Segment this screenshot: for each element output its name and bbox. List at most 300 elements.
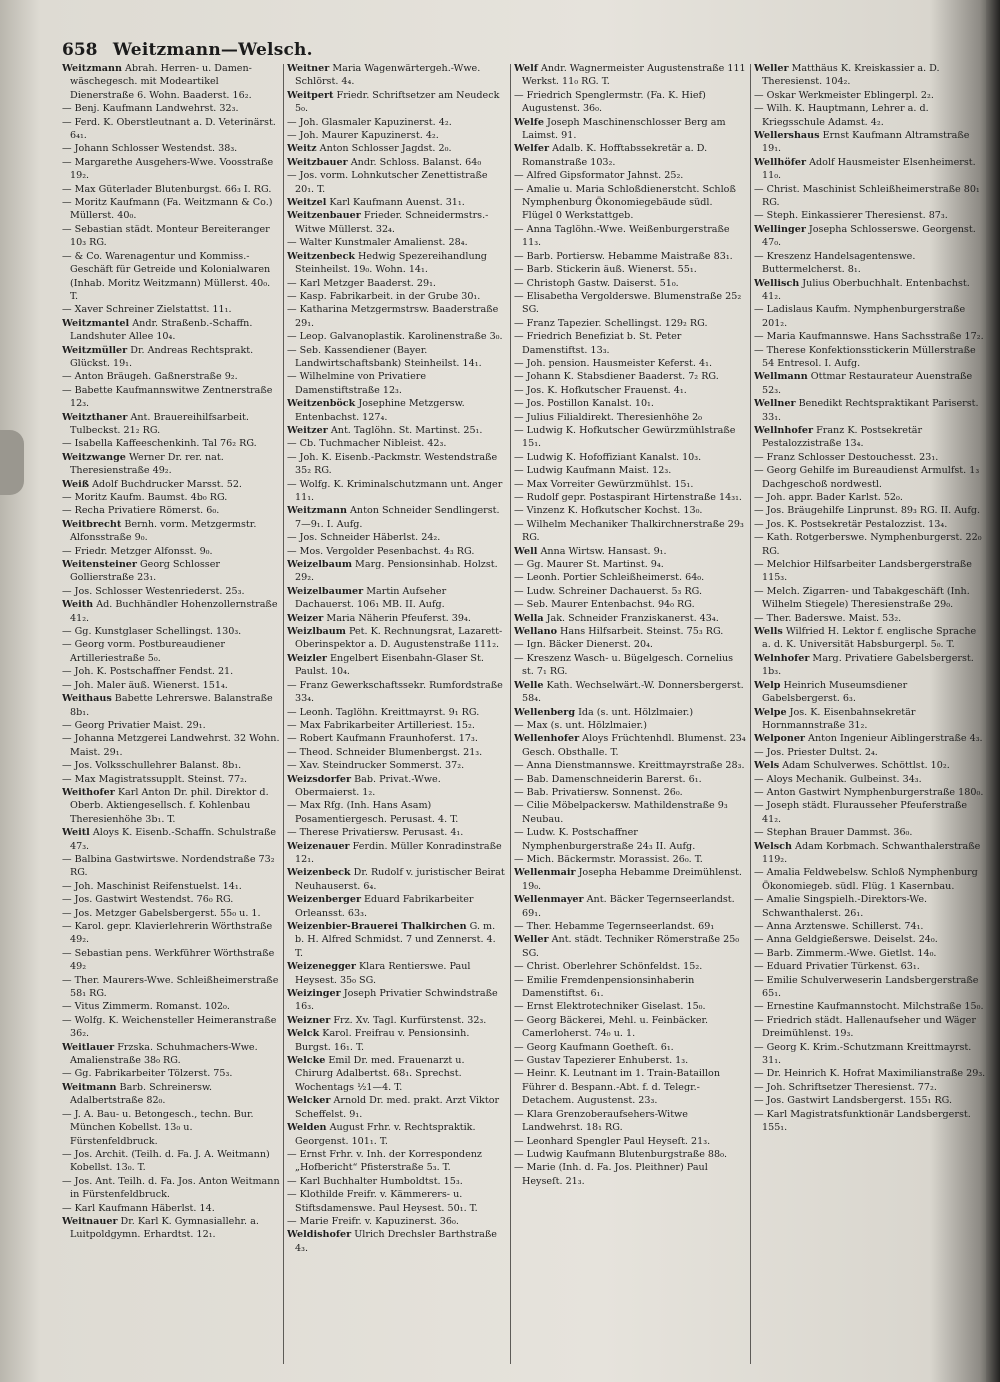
directory-entry xyxy=(62,1108,280,1148)
entry-details: — Ludwig K. Hofoffiziant Kanalst. 10₃. xyxy=(514,451,702,463)
entry-details: Josephine Metzgersw. Entenbachst. 127₄. xyxy=(295,398,465,423)
directory-entry xyxy=(62,451,280,478)
directory-entry xyxy=(754,933,986,946)
entry-details: — Jos. Postillon Kanalst. 10₁. xyxy=(514,398,654,410)
entry-details: Kath. Wechselwärt.-W. Donnersbergerst. 58₄. xyxy=(522,679,744,705)
directory-entry xyxy=(287,893,505,920)
directory-entry xyxy=(62,1041,280,1068)
entry-surname: Weithofer xyxy=(62,786,115,798)
entry-details: — Georg vorm. Postbureaudiener Artilleriestraße 5₀. xyxy=(62,639,225,664)
directory-entry xyxy=(287,840,505,867)
entry-surname: Well xyxy=(514,545,538,557)
entry-details: — Recha Privatiere Römerst. 6₀. xyxy=(62,505,220,517)
entry-details: Adalb. K. Hofftabssekretär a. D. Romanstraße 103₂. xyxy=(522,143,708,168)
directory-entry xyxy=(287,397,505,424)
entry-details: Adolf Hausmeister Elsenheimerst. 11₀. xyxy=(762,156,976,182)
entry-surname: Weitbrecht xyxy=(62,518,122,530)
directory-entry xyxy=(514,89,746,116)
entry-details: — Anna Dienstmannswe. Kreittmayrstraße 28₃. xyxy=(514,760,745,772)
entry-details: — Georg Privatier Maist. 29₁. xyxy=(62,719,206,731)
directory-entry xyxy=(62,1067,280,1080)
entry-details: Anton Ingenieur Aiblingerstraße 4₃. xyxy=(804,733,983,745)
entry-surname: Welnhofer xyxy=(754,652,810,664)
entry-details: Ant. städt. Techniker Römerstraße 25₀ SG. xyxy=(522,934,740,959)
entry-details: — Anna Taglöhn.-Wwe. Weißenburgerstraße 11₃. xyxy=(514,223,730,249)
entry-details: — Anton Gastwirt Nymphenburgerstraße 180₀. xyxy=(754,786,984,798)
directory-entry xyxy=(287,1188,505,1215)
entry-details: Hans Hilfsarbeit. Steinst. 75₃ RG. xyxy=(556,626,724,638)
directory-entry xyxy=(514,558,746,571)
entry-details: — Joseph städt. Flurausseher Pfeuferstraße 41₂. xyxy=(754,800,968,825)
directory-entry xyxy=(62,196,280,223)
entry-details: — Leonh. Portier Schleißheimerst. 64₀. xyxy=(514,572,705,584)
entry-details: Ulrich Drechsler Barthstraße 4₃. xyxy=(295,1229,497,1254)
directory-entry xyxy=(287,987,505,1014)
entry-details: Karl Anton Dr. phil. Direktor d. Oberb. Aktiengesellsch. f. Kohlenbau Theresienhöhe 3b₁. T. xyxy=(70,786,269,825)
entry-details: — Xaver Schreiner Zielstattst. 11₁. xyxy=(62,304,232,316)
entry-details: Frz. Xv. Tagl. Kurfürstenst. 32₃. xyxy=(330,1014,487,1026)
entry-details: — Karl Buchhalter Humboldtst. 15₃. xyxy=(287,1175,463,1187)
directory-entry xyxy=(287,732,505,745)
entry-details: — Ther. Baderswe. Maist. 53₂. xyxy=(754,612,902,624)
directory-entry xyxy=(62,598,280,625)
directory-entry xyxy=(287,1228,505,1255)
entry-details: Ant. Taglöhn. St. Martinst. 25₁. xyxy=(327,424,483,436)
directory-entry xyxy=(514,183,746,223)
directory-entry xyxy=(514,826,746,853)
entry-details: Josepha Hebamme Dreimühlenst. 19₀. xyxy=(522,867,742,892)
entry-surname: Wellano xyxy=(514,626,557,638)
directory-entry xyxy=(62,303,280,316)
entry-surname: Wells xyxy=(754,626,783,638)
directory-entry xyxy=(287,62,505,89)
directory-entry xyxy=(514,1041,746,1054)
entry-details: Maria Näherin Pfeuferst. 39₄. xyxy=(323,612,471,624)
entry-details: Marg. Privatiere Gabelsbergerst. 1b₃. xyxy=(762,652,974,678)
directory-entry xyxy=(62,826,280,853)
directory-entry xyxy=(287,330,505,343)
directory-entry xyxy=(287,169,505,196)
directory-entry xyxy=(514,1148,746,1161)
entry-details: — Jos. Volksschullehrer Balanst. 8b₁. xyxy=(62,760,242,772)
entry-details: — Therese Konfektionsstickerin Müllerstraße 54 Entresol. I. Aufg. xyxy=(754,344,976,369)
entry-details: — Elisabetha Vergolderswe. Blumenstraße 25₂ SG. xyxy=(514,290,742,316)
directory-entry xyxy=(514,706,746,719)
entry-details: — Marie (Inh. d. Fa. Jos. Pleithner) Paul Heyseſt. 21₃. xyxy=(514,1162,708,1187)
entry-details: — Joh. Maler äuß. Wienerst. 151₄. xyxy=(62,679,228,691)
entry-details: — Sebastian pens. Werkführer Wörthstraße 49₂ xyxy=(62,947,275,973)
entry-surname: Weitner xyxy=(287,63,330,74)
entry-surname: Wellenhofer xyxy=(514,733,580,745)
entry-details: Pet. K. Rechnungsrat, Lazarett-Oberinspektor a. D. Augustenstraße 111₂. xyxy=(295,626,503,651)
directory-entry xyxy=(754,893,986,920)
entry-details: Friedr. Schriftsetzer am Neudeck 5₀. xyxy=(295,89,500,115)
entry-surname: Welcker xyxy=(287,1095,331,1107)
directory-entry xyxy=(514,638,746,651)
entry-surname: Weldishofer xyxy=(287,1229,352,1241)
directory-entry xyxy=(62,183,280,196)
entry-details: Karol. Freifrau v. Pensionsinh. Burgst. 16₁. T. xyxy=(295,1028,470,1053)
entry-surname: Wellenmayer xyxy=(514,894,584,906)
entry-details: — Balbina Gastwirtswe. Nordendstraße 73₂ RG. xyxy=(62,853,275,879)
directory-entry xyxy=(287,612,505,625)
entry-surname: Weitzbauer xyxy=(287,156,348,168)
entry-details: — Gg. Maurer St. Martinst. 9₄. xyxy=(514,559,664,571)
directory-entry xyxy=(287,679,505,706)
entry-details: — Katharina Metzgermstrsw. Baaderstraße 29₁. xyxy=(287,304,499,329)
entry-surname: Weitzmüller xyxy=(62,344,128,356)
entry-details: — Vitus Zimmerm. Romanst. 102₀. xyxy=(62,1001,230,1013)
directory-entry xyxy=(514,397,746,410)
entry-surname: Weitzenbeck xyxy=(287,250,355,262)
entry-details: Georg Schlosser Gollierstraße 23₁. xyxy=(70,559,220,584)
entry-details: Jak. Schneider Franziskanerst. 43₄. xyxy=(543,612,719,624)
directory-entry xyxy=(287,370,505,397)
entry-details: — Max Vorreiter Gewürzmühlst. 15₁. xyxy=(514,478,694,490)
directory-entry xyxy=(62,853,280,880)
entry-details: Karl Kaufmann Auenst. 31₁. xyxy=(326,197,465,209)
entry-details: — Christoph Gastw. Daiserst. 51₀. xyxy=(514,277,679,289)
entry-surname: Weith xyxy=(62,599,94,611)
directory-entry xyxy=(62,142,280,155)
entry-surname: Wellenmair xyxy=(514,867,576,879)
entry-details: — Eduard Privatier Türkenst. 63₁. xyxy=(754,961,920,973)
entry-details: — Karl Magistratsfunktionär Landsbergerst. 155₁. xyxy=(754,1108,971,1134)
directory-entry xyxy=(287,585,505,612)
entry-details: — Jos. Schneider Häberlst. 24₂. xyxy=(287,532,441,544)
directory-entry xyxy=(62,62,280,102)
entry-details: — Max Rfg. (Inh. Hans Asam) Posamentiergesch. Perusast. 4. T. xyxy=(287,800,459,825)
entry-details: — Sebastian städt. Monteur Bereiteranger 10₃ RG. xyxy=(62,223,270,249)
directory-entry xyxy=(754,397,986,424)
entry-details: — Amalia Feldwebelsw. Schloß Nymphenburg Ökonomiegeb. südl. Flüg. 1 Kasernbau. xyxy=(754,867,978,892)
entry-surname: Welfer xyxy=(514,143,550,155)
entry-surname: Weitensteiner xyxy=(62,559,137,571)
entry-surname: Wellershaus xyxy=(754,130,820,142)
entry-details: Marg. Pensionsinhab. Holzst. 29₂. xyxy=(295,559,498,584)
entry-details: — Joh. K. Eisenb.-Packmstr. Westendstraße 35₂ RG. xyxy=(287,451,498,477)
entry-details: — Anna Geldgießerswe. Deiselst. 24₀. xyxy=(754,934,938,946)
entry-details: — Joh. Maschinist Reifenstuelst. 14₁. xyxy=(62,880,242,892)
entry-details: Ottmar Restaurateur Auenstraße 52₃. xyxy=(762,371,973,396)
entry-surname: Weitzthaner xyxy=(62,411,128,423)
directory-entry xyxy=(514,585,746,598)
directory-entry xyxy=(514,357,746,370)
directory-entry xyxy=(287,1094,505,1121)
directory-entry xyxy=(754,370,986,397)
entry-surname: Wellhöfer xyxy=(754,156,807,168)
directory-entry xyxy=(62,545,280,558)
entry-details: — Heinr. K. Leutnant im 1. Train-Bataillon Führer d. Bespann.-Abt. f. d. Telegr.-Detachem. Augustenst. 23₃. xyxy=(514,1068,721,1107)
directory-entry xyxy=(62,437,280,450)
entry-details: — Leop. Galvanoplastik. Karolinenstraße 3₀. xyxy=(287,331,503,343)
directory-entry xyxy=(514,1161,746,1188)
directory-entry xyxy=(62,786,280,826)
directory-entry xyxy=(754,424,986,451)
directory-entry xyxy=(754,209,986,222)
entry-surname: Wellnhofer xyxy=(754,424,814,436)
entry-details: — Bab. Privatiersw. Sonnenst. 26₀. xyxy=(514,786,683,798)
entry-details: — Georg Kaufmann Goetheſt. 6₁. xyxy=(514,1041,674,1053)
directory-entry xyxy=(287,799,505,826)
entry-details: — Jos. Gastwirt Landsbergerst. 155₁ RG. xyxy=(754,1095,953,1107)
directory-entry xyxy=(514,853,746,866)
directory-entry xyxy=(62,1175,280,1202)
directory-entry xyxy=(514,263,746,276)
entry-details: — Jos. Priester Dultst. 2₄. xyxy=(754,746,878,758)
directory-entry xyxy=(514,1108,746,1135)
entry-details: — Jos. Schlosser Westenriederst. 25₃. xyxy=(62,585,245,597)
directory-entry xyxy=(62,370,280,383)
directory-entry xyxy=(514,773,746,786)
entry-surname: Welcke xyxy=(287,1055,326,1067)
entry-details: — J. A. Bau- u. Betongesch., techn. Bur. München Kobellst. 13₀ u. Fürstenfeldbruck. xyxy=(62,1108,254,1147)
directory-entry xyxy=(62,1202,280,1215)
entry-details: — Seb. Maurer Entenbachst. 94₀ RG. xyxy=(514,599,695,611)
entry-surname: Wellisch xyxy=(754,277,800,289)
entry-details: — Georg Bäckerei, Mehl. u. Feinbäcker. Camerloherst. 74₀ u. 1. xyxy=(514,1014,709,1040)
directory-entry xyxy=(754,1094,986,1107)
entry-details: — Barb. Portiersw. Hebamme Maistraße 83₁. xyxy=(514,250,733,262)
entry-details: Engelbert Eisenbahn-Glaser St. Paulst. 10₄. xyxy=(295,652,484,678)
entry-surname: Weitzel xyxy=(287,197,327,209)
directory-entry xyxy=(754,732,986,745)
column-divider xyxy=(283,64,284,1364)
entry-details: — Jos. Bräugehilfe Linprunst. 89₃ RG. II. Aufg. xyxy=(754,505,981,517)
entry-surname: Welden xyxy=(287,1122,327,1134)
entry-details: — Cb. Tuchmacher Nibleist. 42₃. xyxy=(287,438,447,450)
directory-entry xyxy=(62,1000,280,1013)
directory-entry xyxy=(62,116,280,143)
entry-surname: Weitzmann xyxy=(62,63,122,74)
entry-surname: Weitzenbauer xyxy=(287,210,361,222)
entry-details: — Gg. Kunstglaser Schellingst. 130₃. xyxy=(62,626,242,638)
entry-details: — Kreszenz Handelsagentenswe. Buttermelcherst. 8₁. xyxy=(754,250,916,276)
entry-details: — Moritz Kaufmann (Fa. Weitzmann & Co.) Müllerst. 40₀. xyxy=(62,197,273,222)
directory-entry xyxy=(287,759,505,772)
directory-entry xyxy=(754,156,986,183)
entry-details: Bab. Privat.-Wwe. Obermaierst. 1₂. xyxy=(295,773,441,798)
entry-details: — Julius Filialdirekt. Theresienhöhe 2₀ xyxy=(514,411,703,423)
entry-details: — Christ. Maschinist Schleißheimerstraße 80₁ RG. xyxy=(754,183,980,209)
entry-surname: Weitnauer xyxy=(62,1215,118,1227)
directory-entry xyxy=(514,612,746,625)
entry-details: — Amalie Singspielh.-Direktors-We. Schwanthalerst. 26₁. xyxy=(754,894,928,919)
directory-entry xyxy=(754,706,986,733)
entry-details: — Mich. Bäckermstr. Morassist. 26₀. T. xyxy=(514,853,703,865)
directory-entry xyxy=(62,250,280,304)
directory-entry xyxy=(514,464,746,477)
directory-entry xyxy=(287,437,505,450)
entry-details: Anton Schlosser Jagdst. 2₀. xyxy=(316,143,452,155)
entry-details: — Jos. vorm. Lohnkutscher Zenettistraße 20₁. T. xyxy=(287,170,488,195)
directory-entry xyxy=(62,344,280,371)
entry-details: Benedikt Rechtspraktikant Pariserst. 33₁. xyxy=(762,398,979,423)
directory-entry xyxy=(514,545,746,558)
entry-details: Adam Schulverwes. Schöttlst. 10₂. xyxy=(779,760,950,772)
entry-details: Ad. Buchhändler Hohenzollernstraße 41₂. xyxy=(70,599,278,624)
entry-details: — Joh. Maurer Kapuzinerst. 4₂. xyxy=(287,130,439,142)
entry-details: — Therese Privatiersw. Perusast. 4₁. xyxy=(287,827,464,839)
entry-details: — Mos. Vergolder Pesenbachst. 4₃ RG. xyxy=(287,545,475,557)
entry-details: — Steph. Einkassierer Theresienst. 87₃. xyxy=(754,210,948,222)
directory-entry xyxy=(754,960,986,973)
directory-entry xyxy=(62,732,280,759)
entry-details: — Bab. Damenschneiderin Barerst. 6₁. xyxy=(514,773,702,785)
entry-details: — Karl Kaufmann Häberlst. 14. xyxy=(62,1202,215,1214)
directory-entry xyxy=(754,102,986,129)
directory-entry xyxy=(287,545,505,558)
entry-details: Adam Korbmach. Schwanthalerstraße 119₂. xyxy=(762,840,981,865)
directory-entry xyxy=(514,370,746,383)
entry-details: Joseph Privatier Schwindstraße 16₃. xyxy=(295,988,498,1013)
directory-entry xyxy=(62,1215,280,1242)
directory-column-4 xyxy=(754,62,986,1362)
entry-details: — Ludwig K. Hofkutscher Gewürzmühlstraße 15₁. xyxy=(514,424,736,450)
directory-entry xyxy=(62,384,280,411)
directory-entry xyxy=(62,625,280,638)
entry-details: Frzska. Schuhmachers-Wwe. Amalienstraße 38₀ RG. xyxy=(70,1041,258,1067)
entry-surname: Weizenegger xyxy=(287,961,356,973)
directory-entry xyxy=(287,344,505,371)
entry-details: Ferdin. Müller Konradinstraße 12₁. xyxy=(295,840,502,865)
directory-entry xyxy=(514,330,746,357)
entry-details: Hedwig Spezereihandlung Steinheilst. 19₀. Wohn. 14₁. xyxy=(295,250,487,276)
directory-entry xyxy=(754,1108,986,1135)
entry-details: — Babette Kaufmannswitwe Zentnerstraße 12₃. xyxy=(62,384,273,410)
directory-entry xyxy=(514,384,746,397)
entry-surname: Welfe xyxy=(514,116,544,128)
entry-surname: Weitzenböck xyxy=(287,398,356,410)
directory-entry xyxy=(287,478,505,505)
entry-details: Bernh. vorm. Metzgermstr. Alfonsstraße 9₀. xyxy=(70,518,257,544)
entry-details: — Friedrich Benefiziat b. St. Peter Damenstiftst. 13₃. xyxy=(514,331,682,356)
entry-details: — Vinzenz K. Hofkutscher Kochst. 13₀. xyxy=(514,505,703,517)
directory-entry xyxy=(754,250,986,277)
entry-details: — Moritz Kaufm. Baumst. 4b₀ RG. xyxy=(62,492,228,503)
directory-entry xyxy=(514,223,746,250)
directory-entry xyxy=(754,974,986,1001)
entry-details: Dr. Karl K. Gymnasiallehr. a. Luitpoldgymn. Erhardtst. 12₁. xyxy=(70,1215,259,1241)
entry-details: Ida (s. unt. Hölzlmaier.) xyxy=(575,706,694,718)
entry-surname: Weitlauer xyxy=(62,1041,115,1053)
directory-entry xyxy=(62,880,280,893)
entry-details: Josepha Schlosserswe. Georgenst. 47₀. xyxy=(762,223,976,249)
entry-details: — Kath. Rotgerberswe. Nymphenburgerst. 22₀ RG. xyxy=(754,532,982,557)
entry-details: Andr. Straßenb.-Schaffn. Landshuter Allee 10₄. xyxy=(70,317,253,343)
entry-details: — Ernst Elektrotechniker Giselast. 15₀. xyxy=(514,1001,706,1013)
entry-surname: Weizinger xyxy=(287,988,341,1000)
entry-surname: Weitl xyxy=(62,827,90,839)
entry-details: — Maria Kaufmannswe. Hans Sachsstraße 17₂. xyxy=(754,331,984,343)
directory-entry xyxy=(754,1014,986,1041)
entry-details: — Robert Kaufmann Fraunhoferst. 17₃. xyxy=(287,733,478,745)
directory-entry xyxy=(754,625,986,652)
directory-entry xyxy=(62,478,280,491)
entry-details: Klara Rentierswe. Paul Heysest. 35₀ SG. xyxy=(295,961,471,986)
entry-surname: Weiß xyxy=(62,478,90,490)
directory-entry xyxy=(62,679,280,692)
entry-details: — Max Magistratssupplt. Steinst. 77₂. xyxy=(62,773,248,785)
entry-details: — Wilh. K. Hauptmann, Lehrer a. d. Kriegsschule Adamst. 4₂. xyxy=(754,103,929,128)
entry-details: — Wolfg. K. Weichensteller Heimeranstraße 36₂. xyxy=(62,1014,277,1040)
directory-entry xyxy=(514,571,746,584)
entry-details: — Jos. Archit. (Teilh. d. Fa. J. A. Weitmann) Kobellst. 13₀. T. xyxy=(62,1148,270,1174)
directory-entry xyxy=(514,317,746,330)
entry-details: Ant. Bäcker Tegernseerlandst. 69₁. xyxy=(522,894,735,919)
directory-entry xyxy=(287,719,505,732)
entry-details: — Johann K. Stabsdiener Baaderst. 7₂ RG. xyxy=(514,371,719,383)
directory-entry xyxy=(62,692,280,719)
entry-details: — Leonhard Spengler Paul Heyseſt. 21₃. xyxy=(514,1135,711,1147)
directory-entry xyxy=(62,156,280,183)
entry-surname: Wellenberg xyxy=(514,706,576,718)
directory-entry xyxy=(514,142,746,169)
entry-surname: Weizsdorfer xyxy=(287,773,352,785)
entry-details: — Friedrich städt. Hallenaufseher und Wäger Dreimühlenst. 19₃. xyxy=(754,1014,976,1040)
entry-details: Maria Wagenwärtergeh.-Wwe. Schlörst. 4₄. xyxy=(295,63,481,88)
entry-surname: Welck xyxy=(287,1028,320,1040)
entry-details: — Wilhelm Mechaniker Thalkirchnerstraße 29₃ RG. xyxy=(514,518,744,544)
directory-entry xyxy=(754,504,986,517)
directory-entry xyxy=(287,920,505,960)
entry-surname: Weizlbaum xyxy=(287,626,346,638)
directory-entry xyxy=(754,585,986,612)
directory-entry xyxy=(514,1067,746,1107)
directory-entry xyxy=(287,209,505,236)
directory-entry xyxy=(287,277,505,290)
entry-details: — Barb. Zimmerm.-Wwe. Gietlst. 14₀. xyxy=(754,947,937,959)
directory-entry xyxy=(62,638,280,665)
entry-details: Adolf Buchdrucker Marsst. 52. xyxy=(89,478,242,490)
directory-entry xyxy=(514,625,746,638)
directory-entry xyxy=(754,1000,986,1013)
entry-details: — Alfred Gipsformator Jahnst. 25₂. xyxy=(514,170,684,182)
directory-entry xyxy=(754,330,986,343)
directory-entry xyxy=(287,652,505,679)
directory-entry xyxy=(287,303,505,330)
directory-entry xyxy=(287,129,505,142)
directory-entry xyxy=(287,866,505,893)
directory-entry xyxy=(754,652,986,679)
entry-surname: Wels xyxy=(754,760,780,772)
entry-details: — Max Güterlader Blutenburgst. 66₃ I. RG. xyxy=(62,183,272,195)
directory-entry xyxy=(62,518,280,545)
directory-entry xyxy=(287,1014,505,1027)
entry-details: Abrah. Herren- u. Damen-wäschegesch. mit Modeartikel Dienerstraße 6. Wohn. Baaderst. 16₂. xyxy=(70,63,252,101)
entry-details: — Jos. Gastwirt Westendst. 76₀ RG. xyxy=(62,894,234,906)
entry-details: — Margarethe Ausgehers-Wwe. Voosstraße 19₂. xyxy=(62,156,274,182)
column-divider xyxy=(510,64,511,1364)
directory-entry xyxy=(62,893,280,906)
entry-details: — Max (s. unt. Hölzlmaier.) xyxy=(514,719,647,731)
entry-surname: Weitzer xyxy=(287,424,328,436)
directory-entry xyxy=(514,1000,746,1013)
entry-details: — Friedrich Spenglermstr. (Fa. K. Hief) Augustenst. 36₀. xyxy=(514,89,706,115)
entry-details: — Barb. Stickerin äuß. Wienerst. 55₁. xyxy=(514,264,697,276)
directory-entry xyxy=(514,451,746,464)
entry-surname: Welpe xyxy=(754,706,787,718)
entry-details: — Rudolf gepr. Postaspirant Hirtenstraße 14₃₁. xyxy=(514,492,742,503)
directory-entry xyxy=(287,1027,505,1054)
entry-details: — Jos. Metzger Gabelsbergerst. 55₀ u. 1. xyxy=(62,907,261,919)
directory-entry xyxy=(514,250,746,263)
directory-entry xyxy=(62,759,280,772)
directory-entry xyxy=(514,1014,746,1041)
entry-details: — Seb. Kassendiener (Bayer. Landwirtschaftsbank) Steinheilst. 14₁. xyxy=(287,344,482,369)
directory-entry xyxy=(287,706,505,719)
entry-details: — Stephan Brauer Dammst. 36₀. xyxy=(754,827,913,839)
